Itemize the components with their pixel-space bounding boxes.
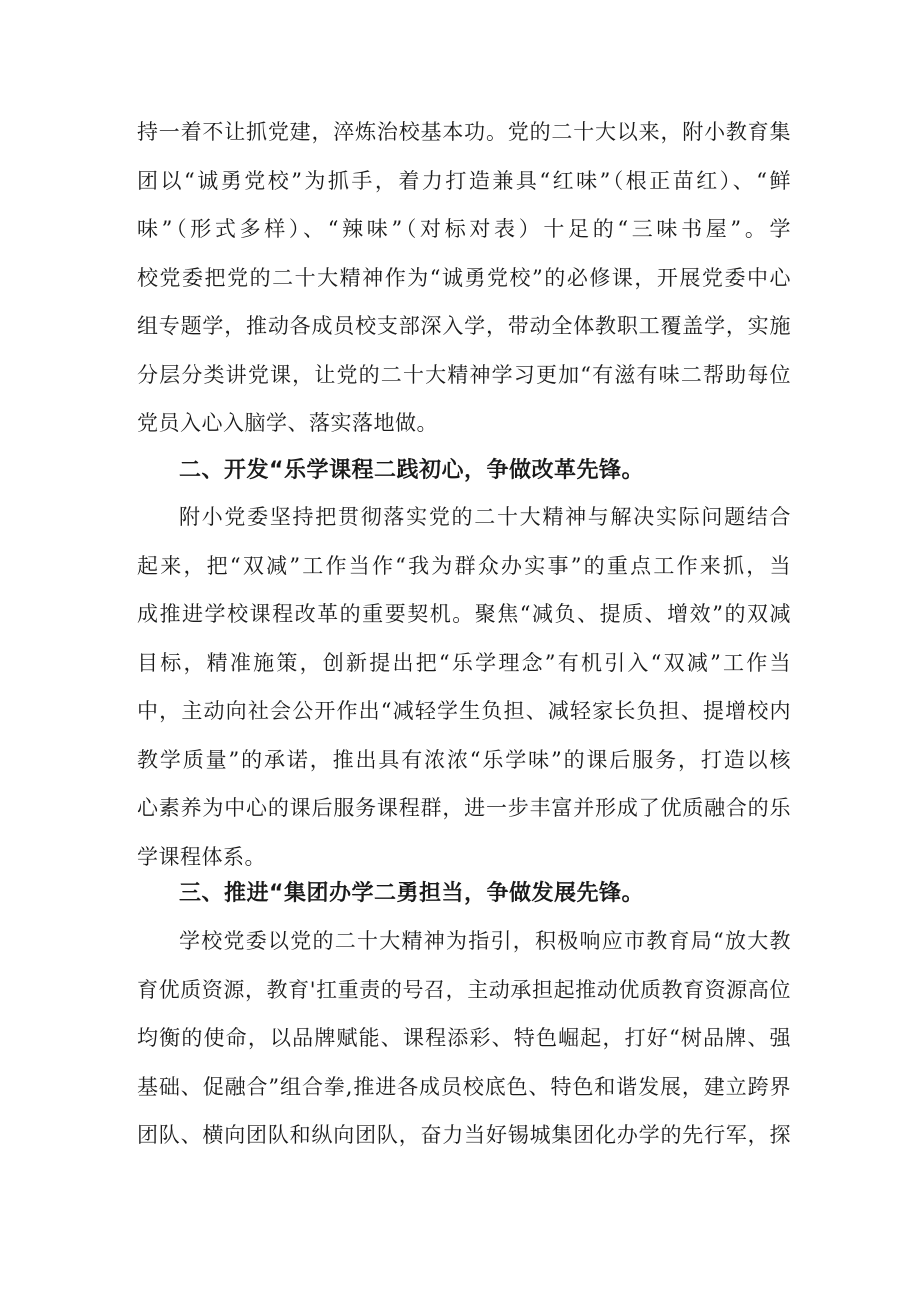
text-line: 基础、促融合”组合拳,推进各成员校底色、特色和谐发展，建立跨界 [137, 1074, 791, 1099]
text-line: 附小党委坚持把贯彻落实党的二十大精神与解决实际问题结合 [179, 505, 791, 529]
paragraph-2 [137, 493, 791, 881]
text-line: 学课程体系。 [137, 844, 266, 869]
text-line: 组专题学，推动各成员校支部深入学，带动全体教职工覆盖学，实施 [137, 314, 791, 338]
text-line: 心素养为中心的课后服务课程群，进一步丰富并形成了优质融合的乐 [137, 796, 791, 820]
text-line: 团队、横向团队和纵向团队，奋力当好锡城集团化办学的先行军，探 [137, 1123, 791, 1147]
text-line: 味”（形式多样）、“辣味”（对标对表）十足的“三味书屋”。学 [137, 217, 791, 241]
text-line: 教学质量”的承诺，推出具有浓浓“乐学味”的课后服务，打造以核 [137, 747, 791, 772]
section-heading-2: 二、开发“乐学课程二践初心，争做改革先锋。 [179, 458, 644, 483]
text-line: 校党委把党的二十大精神作为“诚勇党校”的必修课，开展党委中心 [137, 265, 791, 290]
text-line: 党员入心入脑学、落实落地做。 [137, 411, 438, 435]
text-line: 持一着不让抓党建，淬炼治校基本功。党的二十大以来，附小教育集 [137, 120, 791, 144]
paragraph-3 [137, 917, 791, 1160]
text-line: 团以“诚勇党校”为抓手，着力打造兼具“红味”（根正苗红）、“鲜 [137, 168, 791, 193]
text-line: 中，主动向社会公开作出“减轻学生负担、减轻家长负担、提增校内 [137, 699, 791, 723]
section-3 [137, 870, 791, 919]
section-2 [137, 447, 791, 496]
text-line: 起来，把“双减”工作当作“我为群众办实事”的重点工作来抓，当 [137, 553, 791, 578]
text-line: 目标，精准施策，创新提出把“乐学理念”有机引入“双减”工作当 [137, 650, 791, 675]
paragraph-1 [137, 108, 791, 448]
text-line: 育优质资源，教育'扛重责的号召，主动承担起推动优质教育资源高位 [137, 977, 791, 1002]
text-line: 成推进学校课程改革的重要契机。聚焦“减负、提质、增效”的双减 [137, 602, 791, 626]
section-heading-3: 三、推进“集团办学二勇担当，争做发展先锋。 [179, 881, 644, 906]
text-line: 分层分类讲党课，让党的二十大精神学习更加“有滋有味二帮助每位 [137, 362, 791, 387]
text-line: 学校党委以党的二十大精神为指引，积极响应市教育局“放大教 [179, 929, 791, 953]
text-line: 均衡的使命，以品牌赋能、课程添彩、特色崛起，打好“树品牌、强 [137, 1026, 791, 1050]
